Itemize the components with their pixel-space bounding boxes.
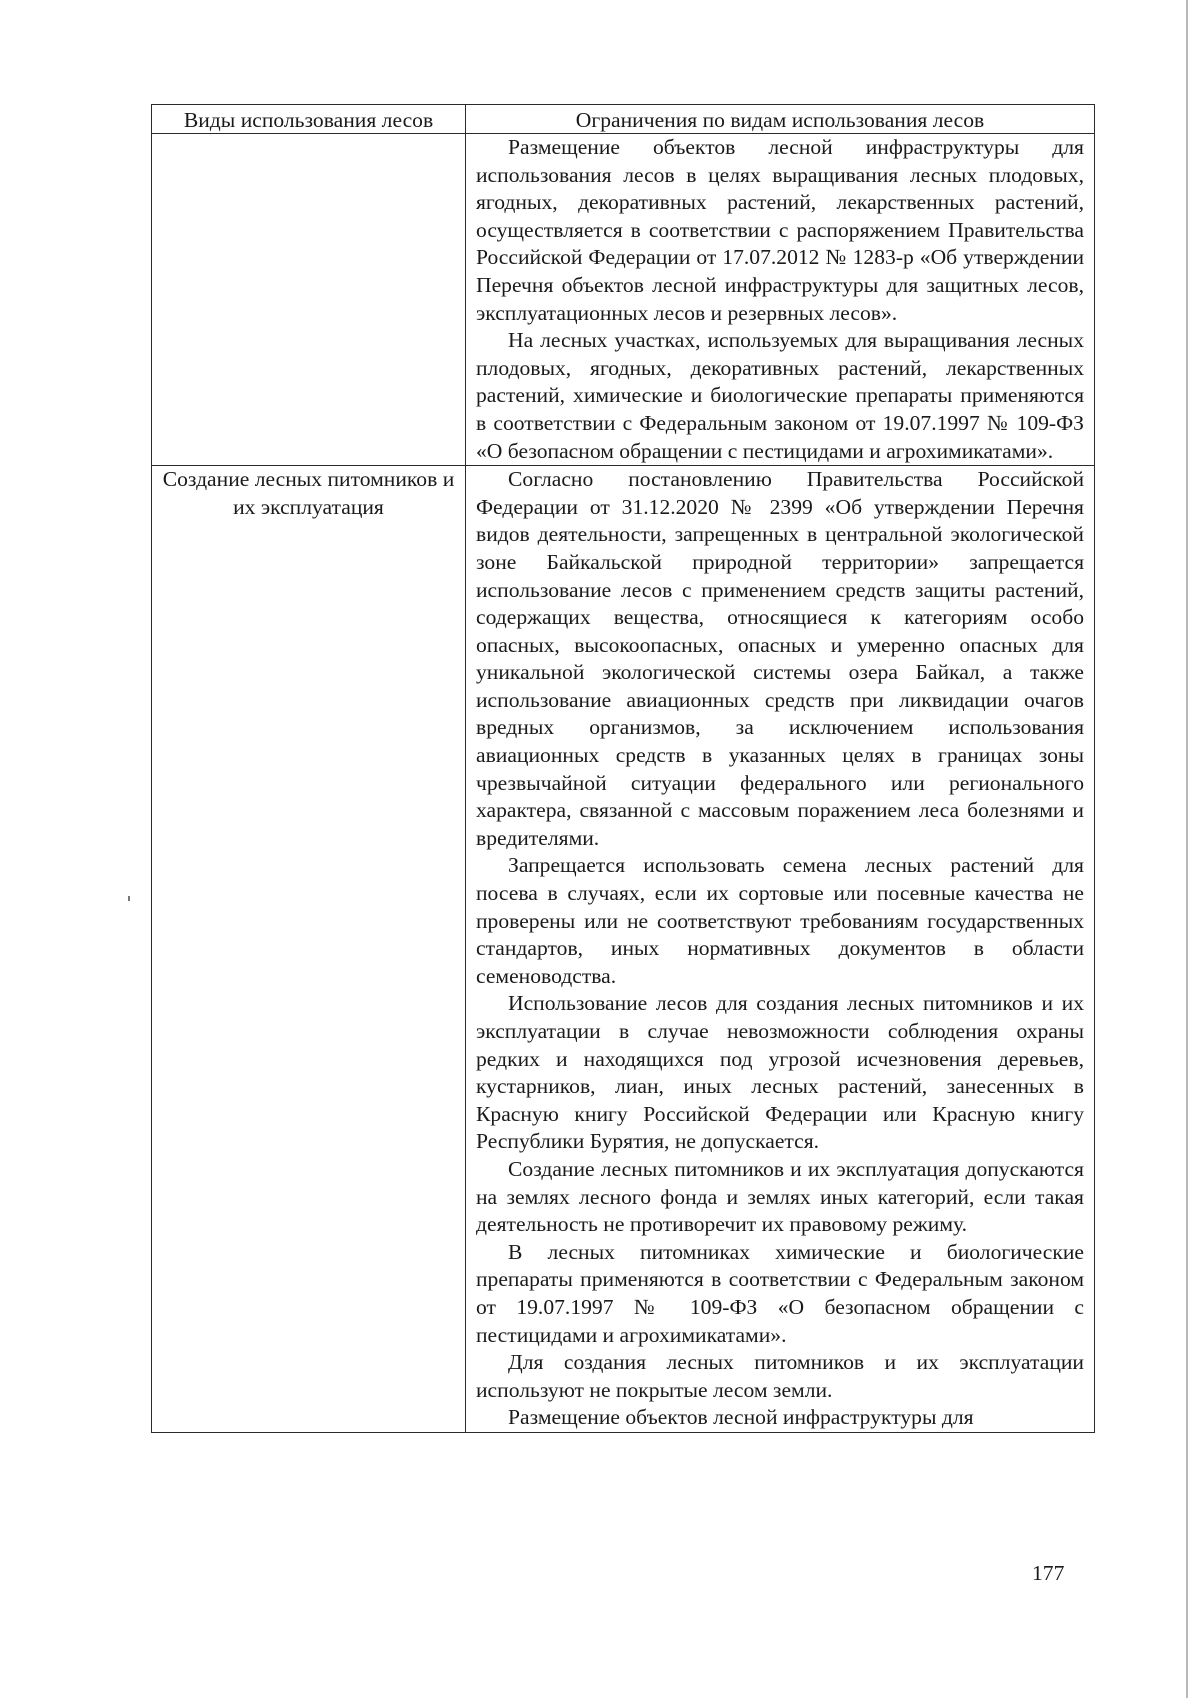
paragraph: Создание лесных питомников и их эксплуатация допускаются на землях лесного фонда и землях иных категорий, если такая деятельность не противоречит их правовому режиму. (476, 1156, 1084, 1237)
paragraph: Использование лесов для создания лесных питомников и их эксплуатации в случае невозможности соблюдения охраны редких и находящихся под угрозой исчезновения деревьев, кустарников, лиан, иных лесных растений, занесенных в Красную книгу Российской Федерации или Красную книгу Республики Бурятия, не допускается. (476, 991, 1084, 1154)
table-header-row (152, 105, 1095, 134)
table-row (152, 466, 1095, 1433)
paragraph: Для создания лесных питомников и их эксплуатации используют не покрытые лесом земли. (476, 1350, 1084, 1402)
paragraph: На лесных участках, используемых для выращивания лесных плодовых, ягодных, декоративных растений, лекарственных растений, химические и биологические препараты применяются в соответствии с Федеральным законом от 19.07.1997 № 109-ФЗ «О безопасном обращении с пестицидами и агрохимикатами». (476, 328, 1084, 463)
table-row (152, 134, 1095, 466)
header-use-types: Виды использования лесов (152, 105, 466, 134)
paragraph: В лесных питомниках химические и биологические препараты применяются в соответствии с Федеральным законом от 19.07.1997 № 109-ФЗ «О безопасном обращении с пестицидами и агрохимикатами». (476, 1239, 1084, 1347)
restrictions-cell (466, 134, 1095, 466)
paragraph: Запрещается использовать семена лесных растений для посева в случаях, если их сортовые или посевные качества не проверены или не соответствуют требованиям государственных стандартов, иных нормативных документов в области семеноводства. (476, 853, 1084, 988)
paragraph: Размещение объектов лесной инфраструктуры для использования лесов в целях выращивания лесных плодовых, ягодных, декоративных растений, лекарственных растений, осуществляется в соответствии с распоряжением Правительства Российской Федерации от 17.07.2012 № 1283-р «Об утверждении Перечня объектов лесной инфраструктуры для защитных лесов, эксплуатационных лесов и резервных лесов». (476, 135, 1084, 325)
paragraph: Согласно постановлению Правительства Российской Федерации от 31.12.2020 № 2399 «Об утверждении Перечня видов деятельности, запрещенных в центральной экологической зоне Байкальской природной территории» запрещается использование лесов с применением средств защиты растений, содержащих вещества, относящиеся к категориям особо опасных, высокоопасных, опасных и умеренно опасных для уникальной экологической системы озера Байкал, а также использование авиационных средств при ликвидации очагов вредных организмов, за исключением использования авиационных средств в указанных целях в границах зоны чрезвычайной ситуации федерального или регионального характера, связанной с массовым поражением леса болезнями и вредителями. (476, 467, 1084, 850)
header-restrictions: Ограничения по видам использования лесов (466, 105, 1095, 134)
restrictions-cell (466, 466, 1095, 1433)
forest-use-restrictions-table (151, 104, 1095, 1433)
scan-edge-line (1186, 0, 1188, 1698)
stray-mark (128, 896, 130, 901)
use-type-cell (152, 134, 466, 466)
use-type-cell: Создание лесных питомников и их эксплуатация (152, 466, 466, 1433)
paragraph: Размещение объектов лесной инфраструктуры для (508, 1405, 974, 1430)
page-number: 177 (1032, 1561, 1065, 1585)
